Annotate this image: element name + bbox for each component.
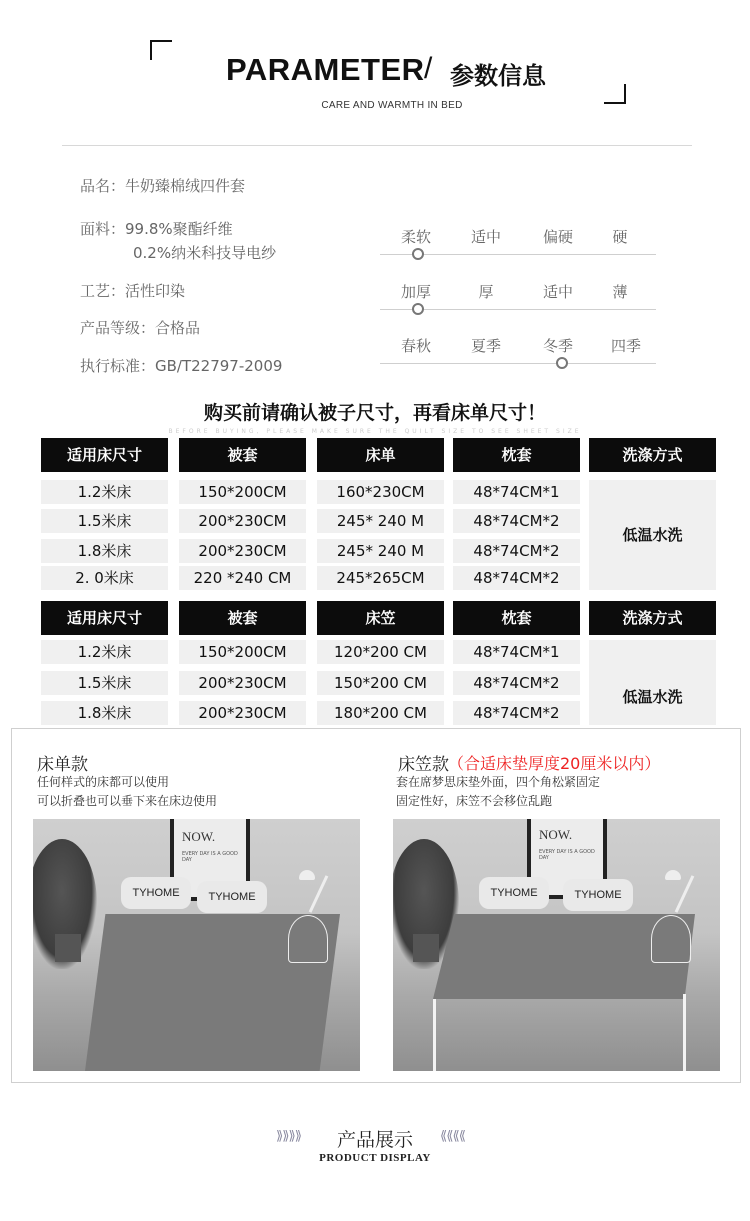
scale-label: 适中 [470, 228, 501, 246]
desk-lamp [675, 875, 695, 913]
flat-sheet-photo [33, 819, 360, 1071]
scale-marker [412, 248, 424, 260]
scale-thickness [380, 281, 656, 321]
param-fabric: 面料：99.8%聚酯纤维 [80, 220, 233, 238]
table-cell: 220 *240 CM [179, 566, 306, 590]
table-cell: 150*200 CM [317, 671, 444, 695]
header-divider [62, 145, 692, 146]
fitted-sheet-desc-1: 套在席梦思床垫外面，四个角松紧固定 [396, 775, 601, 789]
param-craft: 工艺：活性印染 [80, 282, 186, 300]
plant-pot [413, 934, 439, 962]
scale-line [380, 363, 656, 364]
size-check-subline: BEFORE BUYING, PLEASE MAKE SURE THE QUILT SIZE TO SEE SHEET SIZE [168, 428, 582, 435]
param-standard: 执行标准：GB/T22797-2009 [80, 357, 283, 375]
desk-lamp [309, 875, 329, 913]
table-cell: 48*74CM*2 [453, 671, 580, 695]
fitted-sheet-note: （合适床垫厚度20厘米以内） [448, 754, 661, 773]
scale-label: 薄 [612, 283, 628, 301]
table1-header-quilt-cover: 被套 [179, 438, 306, 472]
frame-small-text: EVERY DAY IS A GOOD DAY [182, 851, 238, 863]
side-table [651, 915, 691, 963]
table-cell: 2. 0米床 [41, 566, 168, 590]
pillow: TYHOME [479, 877, 549, 909]
table1-header-sheet: 床单 [317, 438, 444, 472]
table2-header-fitted-sheet: 床笠 [317, 601, 444, 635]
table-cell: 1.8米床 [41, 701, 168, 725]
table-cell: 200*230CM [179, 509, 306, 533]
table-cell: 150*200CM [179, 480, 306, 504]
bed-leg [683, 994, 686, 1071]
table-cell: 48*74CM*2 [453, 566, 580, 590]
title-slash: / [424, 52, 433, 85]
plant-pot [55, 934, 81, 962]
frame-small-text: EVERY DAY IS A GOOD DAY [539, 849, 595, 861]
pillow: TYHOME [563, 879, 633, 911]
scale-softness [380, 226, 656, 266]
header-subtitle: CARE AND WARMTH IN BED [321, 100, 463, 111]
product-display-title: 产品展示 [336, 1129, 413, 1151]
scale-label: 偏硬 [542, 228, 573, 246]
flat-sheet-desc-1: 任何样式的床都可以使用 [37, 775, 170, 789]
flat-sheet-title: 床单款 [37, 755, 88, 775]
table1-header-pillowcase: 枕套 [453, 438, 580, 472]
table-cell: 1.8米床 [41, 539, 168, 563]
title-chinese: 参数信息 [450, 62, 546, 90]
corner-bracket-top-left [150, 40, 172, 60]
table2-wash-method: 低温水洗 [589, 640, 716, 725]
table-cell: 1.2米床 [41, 640, 168, 664]
table1-wash-method: 低温水洗 [589, 480, 716, 590]
frame-text: NOW. [182, 829, 216, 844]
scale-label: 四季 [610, 337, 641, 355]
table2-header-wash: 洗涤方式 [589, 601, 716, 635]
param-grade: 产品等级：合格品 [80, 319, 201, 337]
table1-header-bed-size: 适用床尺寸 [41, 438, 168, 472]
frame-text: NOW. [539, 827, 573, 842]
table-cell: 200*230CM [179, 539, 306, 563]
fitted-sheet-photo [393, 819, 720, 1071]
param-fabric-line2: 0.2%纳米科技导电纱 [133, 244, 277, 262]
scale-marker [412, 303, 424, 315]
fitted-sheet-desc-2: 固定性好，床笠不会移位乱跑 [396, 794, 553, 808]
side-table [288, 915, 328, 963]
table-cell: 245* 240 M [317, 539, 444, 563]
fitted-sheet-title: 床笠款 [398, 755, 449, 775]
table-cell: 48*74CM*2 [453, 539, 580, 563]
flat-sheet-desc-2: 可以折叠也可以垂下来在床边使用 [37, 794, 218, 808]
title-english: PARAMETER [226, 52, 425, 87]
scale-label: 柔软 [400, 228, 431, 246]
scale-season [380, 335, 656, 375]
table-cell: 180*200 CM [317, 701, 444, 725]
param-product-name: 品名：牛奶臻棉绒四件套 [80, 177, 246, 195]
scale-label: 硬 [612, 228, 628, 246]
scale-label: 加厚 [400, 283, 431, 301]
table-cell: 245* 240 M [317, 509, 444, 533]
table-cell: 48*74CM*2 [453, 509, 580, 533]
table-cell: 48*74CM*1 [453, 640, 580, 664]
table-cell: 48*74CM*2 [453, 701, 580, 725]
pillow: TYHOME [121, 877, 191, 909]
scale-label: 夏季 [470, 337, 501, 355]
table-cell: 120*200 CM [317, 640, 444, 664]
table2-header-pillowcase: 枕套 [453, 601, 580, 635]
table-cell: 1.5米床 [41, 509, 168, 533]
arrow-feather-icon: ⟫⟫⟫⟫ [276, 1129, 301, 1144]
table2-header-bed-size: 适用床尺寸 [41, 601, 168, 635]
bed-leg [433, 999, 436, 1071]
table-cell: 48*74CM*1 [453, 480, 580, 504]
table2-header-quilt-cover: 被套 [179, 601, 306, 635]
table-cell: 200*230CM [179, 701, 306, 725]
table-cell: 160*230CM [317, 480, 444, 504]
product-display-subtitle: PRODUCT DISPLAY [319, 1152, 431, 1164]
scale-label: 厚 [478, 283, 494, 301]
table-cell: 1.5米床 [41, 671, 168, 695]
table-cell: 1.2米床 [41, 480, 168, 504]
table-cell: 245*265CM [317, 566, 444, 590]
scale-label: 冬季 [542, 337, 573, 355]
table1-header-wash: 洗涤方式 [589, 438, 716, 472]
lamp-head [665, 870, 681, 880]
size-check-headline: 购买前请确认被子尺寸，再看床单尺寸！ [203, 402, 546, 424]
scale-label: 适中 [542, 283, 573, 301]
scale-label: 春秋 [400, 337, 431, 355]
table-cell: 200*230CM [179, 671, 306, 695]
arrow-feather-icon: ⟪⟪⟪⟪ [440, 1129, 465, 1144]
pillow: TYHOME [197, 881, 267, 913]
scale-marker [556, 357, 568, 369]
table-cell: 150*200CM [179, 640, 306, 664]
lamp-head [299, 870, 315, 880]
